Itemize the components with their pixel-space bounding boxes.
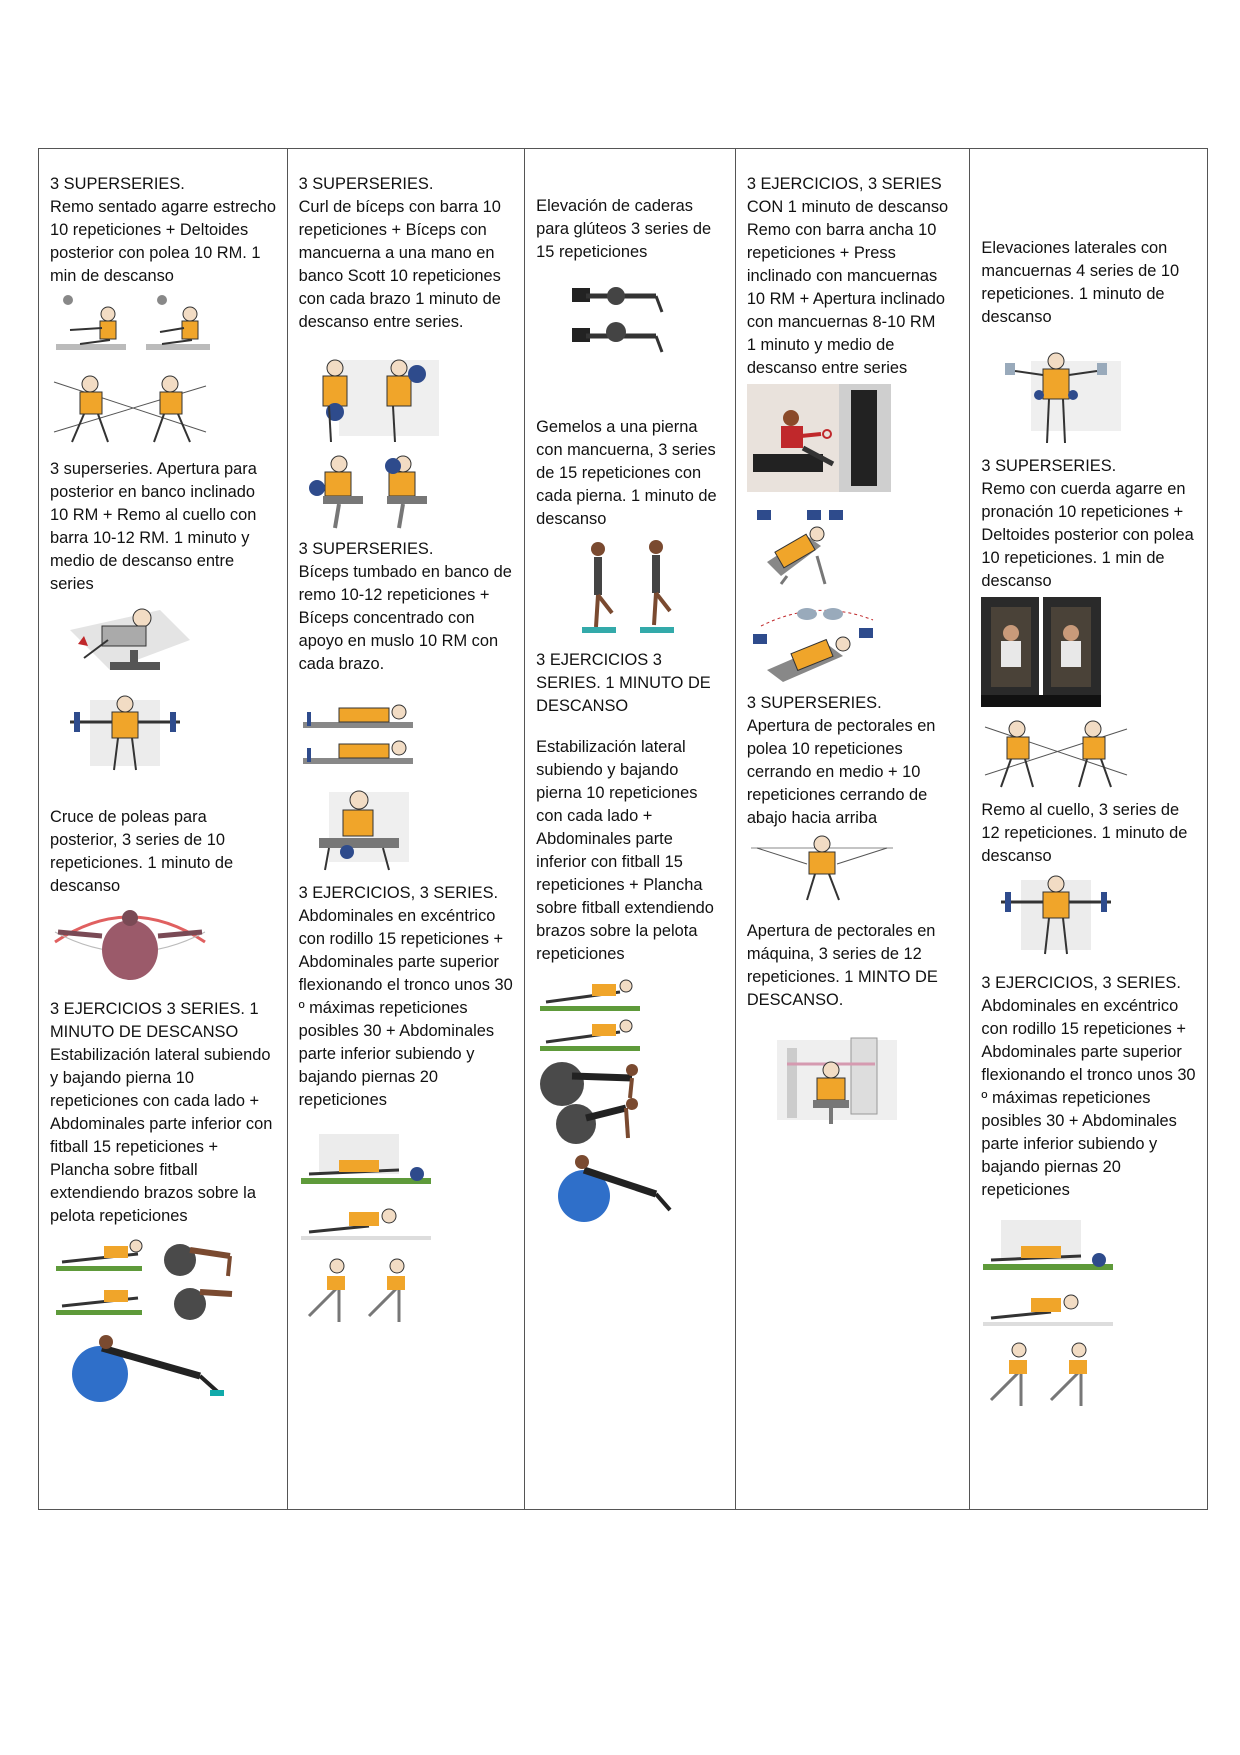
exercise-text: 3 SUPERSERIES. Bíceps tumbado en banco de remo 10-12 repeticiones + Bíceps concentrado con apoyo en muslo 10 RM con cada brazo. bbox=[298, 540, 512, 673]
wide-row-photo bbox=[747, 384, 891, 492]
exercise-text: 3 EJERCICIOS, 3 SERIES. Abdominales en excéntrico con rodillo 15 repeticiones + Abdominales parte superior flexionando el tronco unos 30 º máximas repeticiones posibles 30 + Abdominales parte inferior subiendo y bajando piernas 20 repeticiones bbox=[298, 884, 513, 1109]
scott-bench-curl-figure bbox=[299, 448, 449, 532]
side-plank-fitball-figure bbox=[50, 1232, 250, 1320]
hip-thrust-figure bbox=[566, 278, 676, 358]
exercise-text: 3 superseries. Apertura para posterior en banco inclinado 10 RM + Remo al cuello con barra 10-12 RM. 1 minuto y medio de descanso entre series bbox=[50, 460, 257, 593]
fitball-plank-figure bbox=[50, 1324, 250, 1406]
incline-fly-figure bbox=[747, 604, 887, 684]
rear-delt-cable-figure bbox=[981, 717, 1131, 791]
side-plank-figure bbox=[536, 976, 656, 1054]
exercise-text: 3 SUPERSERIES. Curl de bíceps con barra 10 repeticiones + Bíceps con mancuerna a una mano en banco Scott 10 repeticiones con cada brazo 1 minuto de descanso entre series. bbox=[298, 175, 501, 331]
exercise-text: 3 EJERCICIOS, 3 SERIES CON 1 minuto de descanso Remo con barra ancha 10 repeticiones + Press inclinado con mancuernas 10 RM + Apertura inclinado con mancuernas 8-10 RM 1 minuto y medio de descanso entre series bbox=[746, 175, 949, 377]
lateral-raise-figure bbox=[981, 351, 1131, 449]
fitball-plank-figure bbox=[536, 1148, 676, 1224]
exercise-text: Estabilización lateral subiendo y bajando pierna 10 repeticiones con cada lado + Abdominales parte inferior con fitball 15 repeticiones + Plancha sobre fitball extendiendo brazos sobre la pelota repeticiones bbox=[536, 738, 714, 963]
crunch-figure bbox=[981, 1282, 1121, 1332]
exercise-text: 3 EJERCICIOS 3 SERIES. 1 MINUTO DE DESCANSO Estabilización lateral subiendo y bajando pierna 10 repeticiones con cada lado + Abdominales parte inferior con fitball 15 repeticiones + Plancha sobre fitball extendiendo brazos sobre la pelota repeticiones bbox=[50, 1000, 273, 1225]
exercise-text: Elevaciones laterales con mancuernas 4 series de 10 repeticiones. 1 minuto de descanso bbox=[981, 239, 1180, 326]
leg-raise-figure bbox=[981, 1340, 1121, 1410]
single-leg-calf-raise-figure bbox=[566, 539, 686, 635]
column-4 bbox=[736, 149, 971, 1509]
rear-delt-cable-figure bbox=[50, 372, 210, 448]
workout-table bbox=[38, 148, 1208, 1510]
exercise-text: Remo al cuello, 3 series de 12 repeticiones. 1 minuto de descanso bbox=[981, 801, 1188, 865]
ab-roller-figure bbox=[299, 1130, 439, 1192]
column-5 bbox=[970, 149, 1207, 1509]
ab-roller-figure bbox=[981, 1216, 1121, 1278]
column-1 bbox=[39, 149, 288, 1509]
incline-rear-fly-figure bbox=[50, 600, 200, 686]
crunch-figure bbox=[299, 1196, 439, 1246]
incline-press-figure bbox=[747, 506, 867, 586]
cable-crossover-back-figure bbox=[50, 902, 210, 982]
upright-row-barbell-figure bbox=[50, 690, 200, 776]
exercise-text: 3 EJERCICIOS, 3 SERIES. Abdominales en excéntrico con rodillo 15 repeticiones + Abdominales parte superior flexionando el tronco unos 30 º máximas repeticiones posibles 30 + Abdominales parte inferior subiendo y bajando piernas 20 repeticiones bbox=[981, 974, 1196, 1199]
exercise-text: 3 SUPERSERIES. Remo con cuerda agarre en pronación 10 repeticiones + Deltoides posterior con polea 10 repeticiones. 1 min de descanso bbox=[981, 457, 1194, 590]
exercise-text: 3 SUPERSERIES. Remo sentado agarre estrecho 10 repeticiones + Deltoides posterior con polea 10 RM. 1 min de descanso bbox=[50, 175, 276, 285]
concentration-curl-figure bbox=[299, 786, 429, 874]
leg-raise-figure bbox=[299, 1256, 439, 1326]
upright-row-barbell-figure bbox=[981, 872, 1131, 960]
column-3 bbox=[525, 149, 736, 1509]
pec-deck-figure bbox=[747, 1034, 927, 1130]
exercise-text: 3 EJERCICIOS 3 SERIES. 1 MINUTO DE DESCANSO bbox=[536, 651, 711, 715]
fitball-pike-figure bbox=[536, 1058, 676, 1144]
exercise-text: Elevación de caderas para glúteos 3 series de 15 repeticiones bbox=[536, 197, 712, 261]
barbell-curl-figure bbox=[299, 354, 449, 444]
seated-cable-row-figure bbox=[50, 292, 210, 368]
exercise-text: Gemelos a una pierna con mancuerna, 3 series de 15 repeticiones con cada pierna. 1 minuto de descanso bbox=[536, 418, 717, 528]
exercise-text: 3 SUPERSERIES. Apertura de pectorales en polea 10 repeticiones cerrando en medio + 10 repeticiones cerrando de abajo hacia arriba bbox=[746, 694, 936, 827]
rope-row-photo bbox=[981, 597, 1101, 707]
exercise-text: Cruce de poleas para posterior, 3 series de 10 repeticiones. 1 minuto de descanso bbox=[50, 808, 234, 895]
lying-curl-figure bbox=[299, 692, 429, 768]
exercise-text: Apertura de pectorales en máquina, 3 series de 12 repeticiones. 1 MINTO DE DESCANSO. bbox=[746, 922, 938, 1009]
cable-fly-figure bbox=[747, 834, 897, 904]
column-2 bbox=[288, 149, 526, 1509]
